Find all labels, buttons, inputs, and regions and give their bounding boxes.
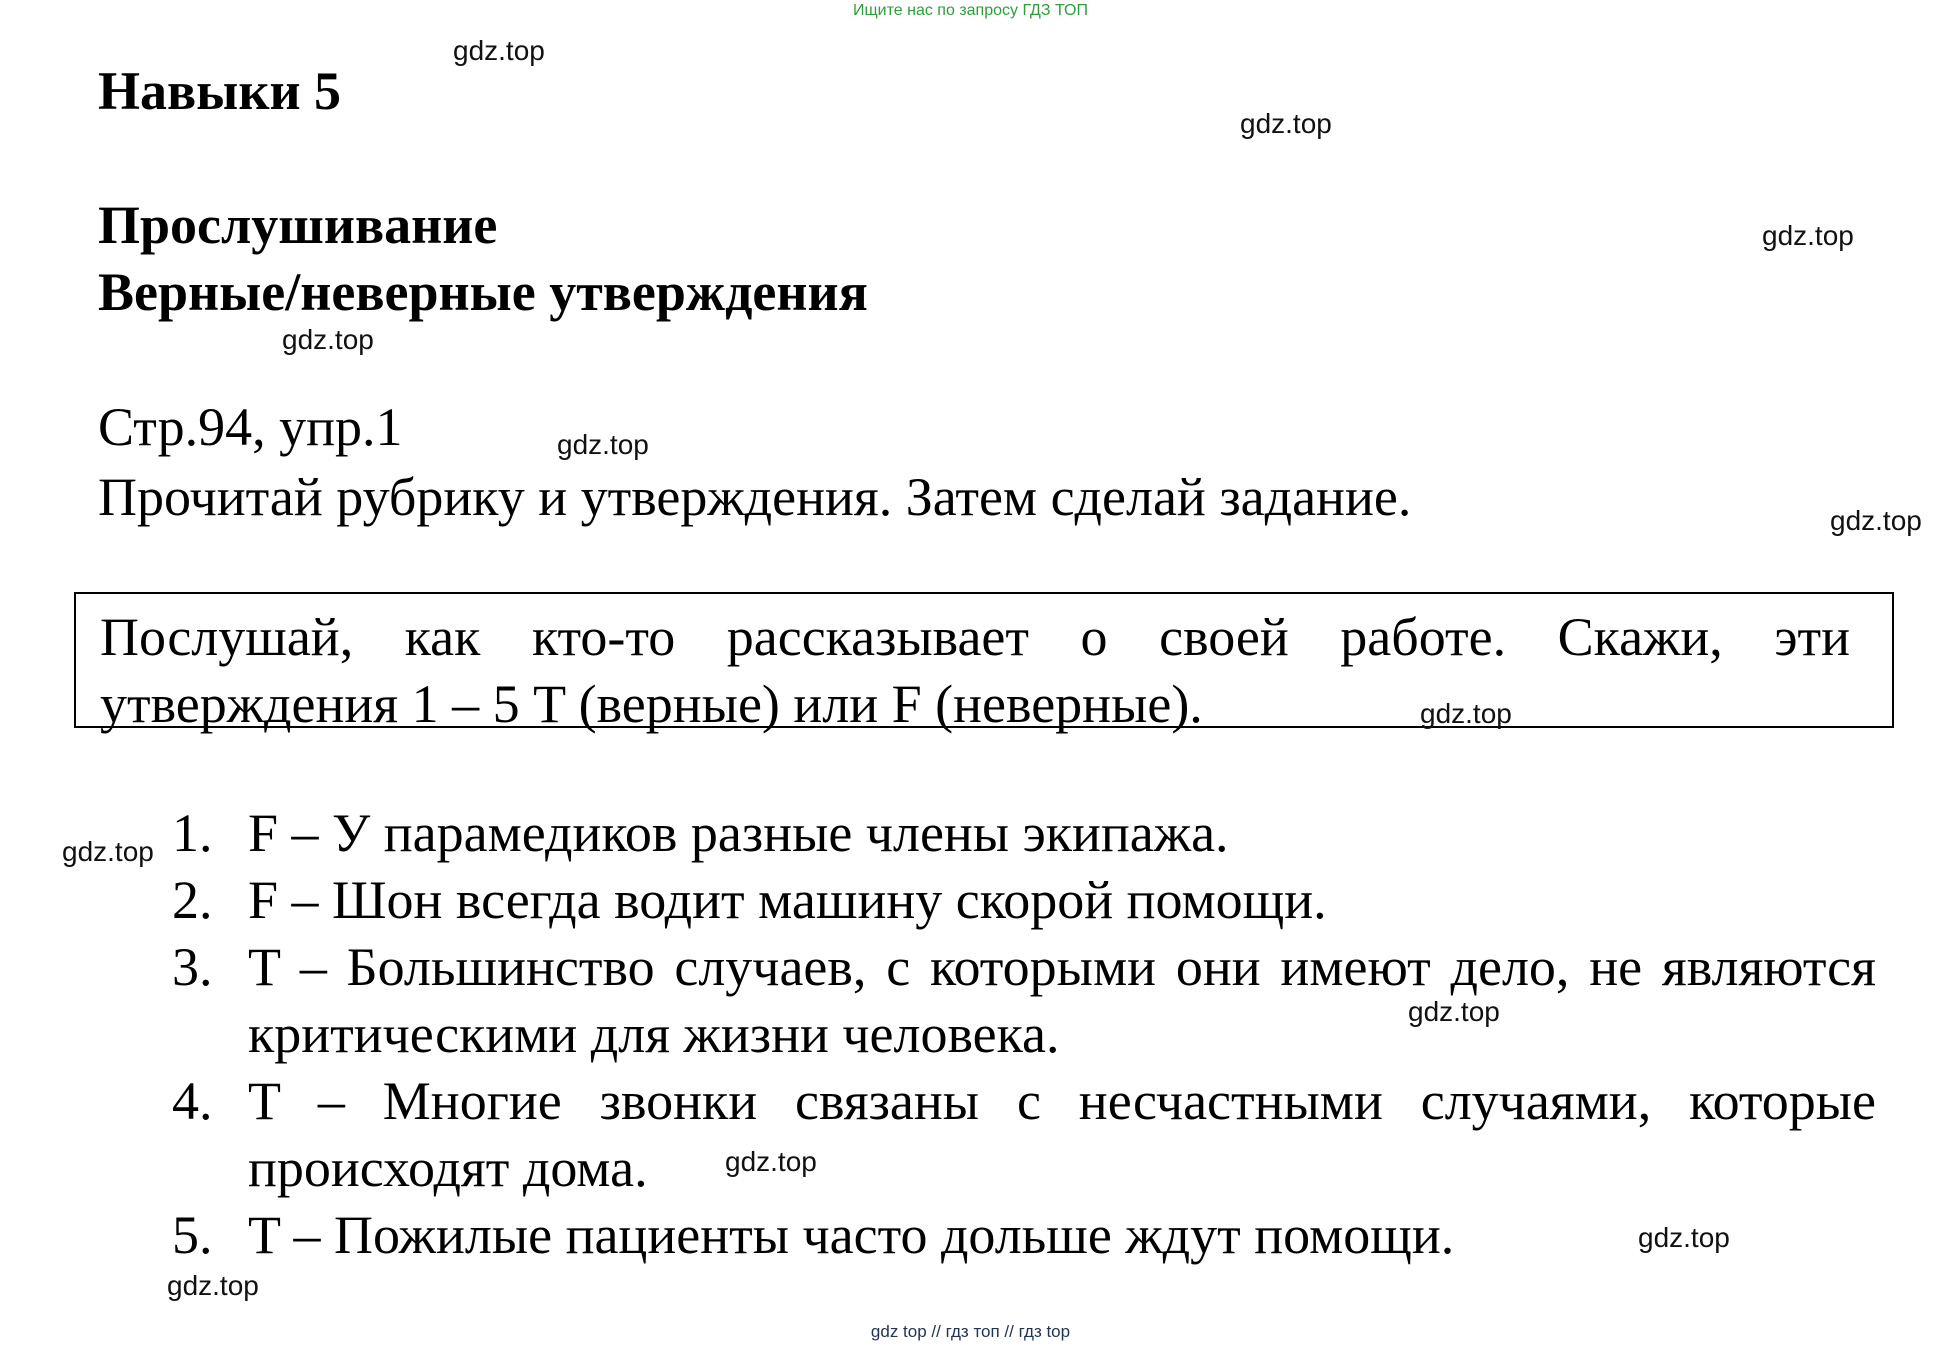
- watermark: gdz.top: [725, 1146, 817, 1177]
- instruction-text: Прочитай рубрику и утверждения. Затем сделай задание.: [98, 467, 1412, 527]
- answer-number: 3.: [172, 937, 213, 997]
- watermark: gdz.top: [557, 429, 649, 460]
- task-box: [74, 592, 1894, 734]
- page-title: Навыки 5: [98, 61, 342, 121]
- watermark: gdz.top: [1762, 220, 1854, 251]
- answer-number: 5.: [172, 1205, 213, 1265]
- watermark: gdz.top: [62, 836, 154, 867]
- subsection-heading: Верные/неверные утверждения: [98, 262, 868, 322]
- list-item: [172, 1202, 1876, 1269]
- section-heading: Прослушивание: [98, 195, 498, 255]
- watermark: gdz.top: [453, 35, 545, 66]
- answer-number: 1.: [172, 803, 213, 863]
- watermark: gdz.top: [1240, 108, 1332, 139]
- list-item: [172, 800, 1876, 867]
- watermark: gdz.top: [1830, 505, 1922, 536]
- watermark: gdz.top: [1638, 1222, 1730, 1253]
- answer-text: T – Большинство случаев, с которыми они имеют дело, не являются критическими для жизни человека.: [248, 937, 1876, 1064]
- answer-number: 4.: [172, 1071, 213, 1131]
- answer-number: 2.: [172, 870, 213, 930]
- page-reference: Стр.94, упр.1: [98, 397, 403, 457]
- list-item: [172, 1068, 1876, 1202]
- answer-text: T – Пожилые пациенты часто дольше ждут помощи.: [248, 1205, 1455, 1265]
- list-item: [172, 934, 1876, 1068]
- answer-list: [172, 800, 1876, 1269]
- watermark: gdz.top: [282, 324, 374, 355]
- watermark: gdz.top: [1420, 698, 1512, 729]
- list-item: [172, 867, 1876, 934]
- watermark: gdz.top: [1408, 996, 1500, 1027]
- footer-watermark: gdz top // гдз топ // гдз top: [870, 1322, 1071, 1341]
- answer-text: F – Шон всегда водит машину скорой помощи.: [248, 870, 1327, 930]
- task-text: Послушай, как кто-то рассказывает о своей работе. Скажи, эти утверждения 1 – 5 T (верные) или F (неверные).: [100, 607, 1850, 734]
- answer-text: F – У парамедиков разные члены экипажа.: [248, 803, 1229, 863]
- watermark: gdz.top: [167, 1270, 259, 1301]
- top-banner: Ищите нас по запросу ГДЗ ТОП: [853, 2, 1088, 19]
- answer-text: T – Многие звонки связаны с несчастными случаями, которые происходят дома.: [248, 1071, 1876, 1198]
